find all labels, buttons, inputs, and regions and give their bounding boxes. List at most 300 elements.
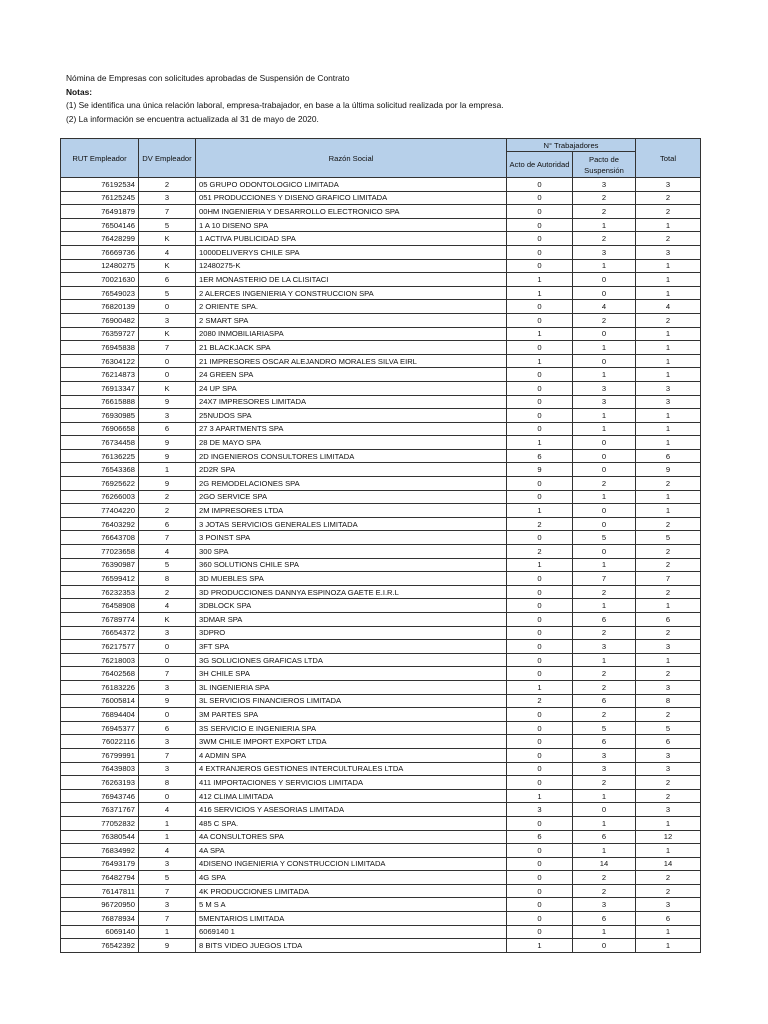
razon-social-cell: 2M IMPRESORES LTDA xyxy=(196,504,507,518)
total-cell: 5 xyxy=(636,531,701,545)
table-row xyxy=(61,748,701,762)
dv-cell: 4 xyxy=(139,545,196,559)
rut-cell: 76359727 xyxy=(61,327,139,341)
table-body xyxy=(61,178,701,953)
table-row xyxy=(61,436,701,450)
pacto-suspension-cell: 1 xyxy=(573,558,636,572)
rut-cell: 6069140 xyxy=(61,925,139,939)
document-title: Nómina de Empresas con solicitudes aprobadas de Suspensión de Contrato xyxy=(66,73,350,83)
total-cell: 2 xyxy=(636,871,701,885)
table-row xyxy=(61,667,701,681)
pacto-suspension-cell: 0 xyxy=(573,463,636,477)
total-cell: 2 xyxy=(636,477,701,491)
header-total: Total xyxy=(636,139,701,178)
table-row xyxy=(61,789,701,803)
acto-autoridad-cell: 0 xyxy=(507,300,573,314)
rut-cell: 76266003 xyxy=(61,490,139,504)
acto-autoridad-cell: 0 xyxy=(507,735,573,749)
pacto-suspension-cell: 0 xyxy=(573,504,636,518)
acto-autoridad-cell: 1 xyxy=(507,680,573,694)
rut-cell: 76943746 xyxy=(61,789,139,803)
total-cell: 1 xyxy=(636,504,701,518)
rut-cell: 76022116 xyxy=(61,735,139,749)
dv-cell: 9 xyxy=(139,436,196,450)
table-row xyxy=(61,178,701,192)
dv-cell: 7 xyxy=(139,205,196,219)
pacto-suspension-cell: 3 xyxy=(573,178,636,192)
razon-social-cell: 4G SPA xyxy=(196,871,507,885)
rut-cell: 76214873 xyxy=(61,368,139,382)
razon-social-cell: 1000DELIVERYS CHILE SPA xyxy=(196,245,507,259)
pacto-suspension-cell: 1 xyxy=(573,490,636,504)
total-cell: 1 xyxy=(636,436,701,450)
pacto-suspension-cell: 3 xyxy=(573,245,636,259)
total-cell: 2 xyxy=(636,558,701,572)
acto-autoridad-cell: 0 xyxy=(507,422,573,436)
dv-cell: 7 xyxy=(139,748,196,762)
razon-social-cell: 24 GREEN SPA xyxy=(196,368,507,382)
table-row xyxy=(61,939,701,953)
dv-cell: 6 xyxy=(139,721,196,735)
pacto-suspension-cell: 2 xyxy=(573,191,636,205)
razon-social-cell: 051 PRODUCCIONES Y DISENO GRAFICO LIMITADA xyxy=(196,191,507,205)
table-row xyxy=(61,857,701,871)
header-dv: DV Empleador xyxy=(139,139,196,178)
table-row xyxy=(61,191,701,205)
rut-cell: 76005814 xyxy=(61,694,139,708)
dv-cell: K xyxy=(139,613,196,627)
total-cell: 9 xyxy=(636,463,701,477)
razon-social-cell: 24X7 IMPRESORES LIMITADA xyxy=(196,395,507,409)
rut-cell: 76834992 xyxy=(61,844,139,858)
razon-social-cell: 4 EXTRANJEROS GESTIONES INTERCULTURALES LTDA xyxy=(196,762,507,776)
acto-autoridad-cell: 0 xyxy=(507,857,573,871)
pacto-suspension-cell: 0 xyxy=(573,803,636,817)
rut-cell: 76734458 xyxy=(61,436,139,450)
pacto-suspension-cell: 3 xyxy=(573,395,636,409)
dv-cell: 7 xyxy=(139,531,196,545)
rut-cell: 76371767 xyxy=(61,803,139,817)
razon-social-cell: 24 UP SPA xyxy=(196,381,507,395)
razon-social-cell: 27 3 APARTMENTS SPA xyxy=(196,422,507,436)
razon-social-cell: 3 POINST SPA xyxy=(196,531,507,545)
table-row xyxy=(61,286,701,300)
rut-cell: 12480275 xyxy=(61,259,139,273)
pacto-suspension-cell: 2 xyxy=(573,626,636,640)
dv-cell: 9 xyxy=(139,694,196,708)
rut-cell: 76136225 xyxy=(61,449,139,463)
total-cell: 6 xyxy=(636,912,701,926)
note-2: (2) La información se encuentra actualizada al 31 de mayo de 2020. xyxy=(66,113,319,124)
razon-social-cell: 05 GRUPO ODONTOLOGICO LIMITADA xyxy=(196,178,507,192)
razon-social-cell: 1 ACTIVA PUBLICIDAD SPA xyxy=(196,232,507,246)
dv-cell: 9 xyxy=(139,395,196,409)
razon-social-cell: 25NUDOS SPA xyxy=(196,409,507,423)
table-row xyxy=(61,803,701,817)
acto-autoridad-cell: 1 xyxy=(507,327,573,341)
pacto-suspension-cell: 0 xyxy=(573,436,636,450)
rut-cell: 76799991 xyxy=(61,748,139,762)
table-row xyxy=(61,925,701,939)
pacto-suspension-cell: 0 xyxy=(573,273,636,287)
razon-social-cell: 5 M S A xyxy=(196,898,507,912)
header-razon-social: Razón Social xyxy=(196,139,507,178)
pacto-suspension-cell: 1 xyxy=(573,599,636,613)
dv-cell: 7 xyxy=(139,912,196,926)
rut-cell: 77052832 xyxy=(61,816,139,830)
total-cell: 1 xyxy=(636,939,701,953)
table-row xyxy=(61,762,701,776)
pacto-suspension-cell: 5 xyxy=(573,531,636,545)
razon-social-cell: 3D MUEBLES SPA xyxy=(196,572,507,586)
dv-cell: 7 xyxy=(139,667,196,681)
table-row xyxy=(61,300,701,314)
dv-cell: 1 xyxy=(139,925,196,939)
rut-cell: 77023658 xyxy=(61,545,139,559)
acto-autoridad-cell: 0 xyxy=(507,585,573,599)
acto-autoridad-cell: 0 xyxy=(507,341,573,355)
acto-autoridad-cell: 0 xyxy=(507,477,573,491)
acto-autoridad-cell: 0 xyxy=(507,925,573,939)
razon-social-cell: 28 DE MAYO SPA xyxy=(196,436,507,450)
dv-cell: 0 xyxy=(139,640,196,654)
total-cell: 1 xyxy=(636,218,701,232)
pacto-suspension-cell: 1 xyxy=(573,653,636,667)
pacto-suspension-cell: 6 xyxy=(573,613,636,627)
header-rut: RUT Empleador xyxy=(61,139,139,178)
dv-cell: 9 xyxy=(139,477,196,491)
razon-social-cell: 3FT SPA xyxy=(196,640,507,654)
pacto-suspension-cell: 6 xyxy=(573,735,636,749)
table-row xyxy=(61,490,701,504)
total-cell: 1 xyxy=(636,368,701,382)
total-cell: 1 xyxy=(636,422,701,436)
total-cell: 1 xyxy=(636,844,701,858)
razon-social-cell: 3M PARTES SPA xyxy=(196,708,507,722)
total-cell: 2 xyxy=(636,517,701,531)
total-cell: 2 xyxy=(636,205,701,219)
dv-cell: K xyxy=(139,327,196,341)
acto-autoridad-cell: 0 xyxy=(507,599,573,613)
total-cell: 5 xyxy=(636,721,701,735)
razon-social-cell: 412 CLIMA LIMITADA xyxy=(196,789,507,803)
total-cell: 1 xyxy=(636,327,701,341)
dv-cell: 9 xyxy=(139,449,196,463)
rut-cell: 76380544 xyxy=(61,830,139,844)
table-row xyxy=(61,694,701,708)
total-cell: 12 xyxy=(636,830,701,844)
pacto-suspension-cell: 2 xyxy=(573,585,636,599)
total-cell: 4 xyxy=(636,300,701,314)
acto-autoridad-cell: 2 xyxy=(507,545,573,559)
acto-autoridad-cell: 3 xyxy=(507,803,573,817)
razon-social-cell: 3L SERVICIOS FINANCIEROS LIMITADA xyxy=(196,694,507,708)
rut-cell: 76390987 xyxy=(61,558,139,572)
dv-cell: 0 xyxy=(139,368,196,382)
acto-autoridad-cell: 0 xyxy=(507,884,573,898)
acto-autoridad-cell: 0 xyxy=(507,844,573,858)
acto-autoridad-cell: 0 xyxy=(507,626,573,640)
table-row xyxy=(61,381,701,395)
dv-cell: K xyxy=(139,232,196,246)
dv-cell: 1 xyxy=(139,830,196,844)
dv-cell: 7 xyxy=(139,884,196,898)
header-trabajadores: N° Trabajadores xyxy=(507,139,636,152)
acto-autoridad-cell: 0 xyxy=(507,898,573,912)
rut-cell: 76217577 xyxy=(61,640,139,654)
razon-social-cell: 3D PRODUCCIONES DANNYA ESPINOZA GAETE E.I.R.L xyxy=(196,585,507,599)
pacto-suspension-cell: 2 xyxy=(573,667,636,681)
rut-cell: 76549023 xyxy=(61,286,139,300)
razon-social-cell: 21 IMPRESORES OSCAR ALEJANDRO MORALES SILVA EIRL xyxy=(196,354,507,368)
acto-autoridad-cell: 6 xyxy=(507,830,573,844)
total-cell: 1 xyxy=(636,259,701,273)
acto-autoridad-cell: 0 xyxy=(507,531,573,545)
rut-cell: 76820139 xyxy=(61,300,139,314)
razon-social-cell: 6069140 1 xyxy=(196,925,507,939)
rut-cell: 76894404 xyxy=(61,708,139,722)
total-cell: 3 xyxy=(636,748,701,762)
acto-autoridad-cell: 0 xyxy=(507,871,573,885)
acto-autoridad-cell: 0 xyxy=(507,313,573,327)
pacto-suspension-cell: 5 xyxy=(573,721,636,735)
total-cell: 2 xyxy=(636,789,701,803)
razon-social-cell: 2 ORIENTE SPA. xyxy=(196,300,507,314)
razon-social-cell: 2D INGENIEROS CONSULTORES LIMITADA xyxy=(196,449,507,463)
razon-social-cell: 4 ADMIN SPA xyxy=(196,748,507,762)
pacto-suspension-cell: 1 xyxy=(573,368,636,382)
notes-block xyxy=(66,72,504,126)
pacto-suspension-cell: 1 xyxy=(573,409,636,423)
pacto-suspension-cell: 6 xyxy=(573,830,636,844)
razon-social-cell: 4K PRODUCCIONES LIMITADA xyxy=(196,884,507,898)
total-cell: 2 xyxy=(636,667,701,681)
acto-autoridad-cell: 9 xyxy=(507,463,573,477)
razon-social-cell: 12480275-K xyxy=(196,259,507,273)
rut-cell: 76428299 xyxy=(61,232,139,246)
total-cell: 3 xyxy=(636,898,701,912)
rut-cell: 96720950 xyxy=(61,898,139,912)
dv-cell: 3 xyxy=(139,626,196,640)
companies-table xyxy=(60,138,701,953)
pacto-suspension-cell: 4 xyxy=(573,300,636,314)
acto-autoridad-cell: 0 xyxy=(507,640,573,654)
dv-cell: K xyxy=(139,381,196,395)
total-cell: 7 xyxy=(636,572,701,586)
rut-cell: 76147811 xyxy=(61,884,139,898)
table-row xyxy=(61,613,701,627)
table-row xyxy=(61,871,701,885)
total-cell: 2 xyxy=(636,313,701,327)
pacto-suspension-cell: 2 xyxy=(573,232,636,246)
header-pacto-suspension: Pacto de Suspensión xyxy=(573,152,636,178)
table-row xyxy=(61,395,701,409)
rut-cell: 76482794 xyxy=(61,871,139,885)
razon-social-cell: 4A SPA xyxy=(196,844,507,858)
razon-social-cell: 485 C SPA. xyxy=(196,816,507,830)
dv-cell: 0 xyxy=(139,354,196,368)
dv-cell: 3 xyxy=(139,313,196,327)
dv-cell: 0 xyxy=(139,300,196,314)
acto-autoridad-cell: 1 xyxy=(507,789,573,803)
total-cell: 6 xyxy=(636,449,701,463)
acto-autoridad-cell: 1 xyxy=(507,939,573,953)
total-cell: 1 xyxy=(636,925,701,939)
table-row xyxy=(61,898,701,912)
pacto-suspension-cell: 2 xyxy=(573,313,636,327)
razon-social-cell: 2D2R SPA xyxy=(196,463,507,477)
total-cell: 3 xyxy=(636,178,701,192)
total-cell: 1 xyxy=(636,490,701,504)
pacto-suspension-cell: 0 xyxy=(573,354,636,368)
acto-autoridad-cell: 0 xyxy=(507,667,573,681)
razon-social-cell: 00HM INGENIERIA Y DESARROLLO ELECTRONICO SPA xyxy=(196,205,507,219)
dv-cell: 5 xyxy=(139,286,196,300)
razon-social-cell: 5MENTARIOS LIMITADA xyxy=(196,912,507,926)
table-row xyxy=(61,245,701,259)
pacto-suspension-cell: 3 xyxy=(573,381,636,395)
pacto-suspension-cell: 2 xyxy=(573,776,636,790)
pacto-suspension-cell: 1 xyxy=(573,925,636,939)
table-row xyxy=(61,640,701,654)
acto-autoridad-cell: 0 xyxy=(507,259,573,273)
rut-cell: 76491879 xyxy=(61,205,139,219)
total-cell: 2 xyxy=(636,708,701,722)
pacto-suspension-cell: 1 xyxy=(573,341,636,355)
razon-social-cell: 2 ALERCES INGENIERIA Y CONSTRUCCION SPA xyxy=(196,286,507,300)
table-row xyxy=(61,599,701,613)
razon-social-cell: 3L INGENIERIA SPA xyxy=(196,680,507,694)
pacto-suspension-cell: 2 xyxy=(573,884,636,898)
dv-cell: 4 xyxy=(139,803,196,817)
pacto-suspension-cell: 1 xyxy=(573,844,636,858)
pacto-suspension-cell: 2 xyxy=(573,708,636,722)
acto-autoridad-cell: 0 xyxy=(507,368,573,382)
table-row xyxy=(61,368,701,382)
rut-cell: 70021630 xyxy=(61,273,139,287)
rut-cell: 77404220 xyxy=(61,504,139,518)
rut-cell: 76125245 xyxy=(61,191,139,205)
rut-cell: 76643708 xyxy=(61,531,139,545)
rut-cell: 76789774 xyxy=(61,613,139,627)
dv-cell: 9 xyxy=(139,939,196,953)
razon-social-cell: 411 IMPORTACIONES Y SERVICIOS LIMITADA xyxy=(196,776,507,790)
total-cell: 1 xyxy=(636,653,701,667)
acto-autoridad-cell: 0 xyxy=(507,776,573,790)
table-row xyxy=(61,776,701,790)
table-row xyxy=(61,816,701,830)
table-row xyxy=(61,626,701,640)
rut-cell: 76192534 xyxy=(61,178,139,192)
pacto-suspension-cell: 2 xyxy=(573,871,636,885)
razon-social-cell: 4A CONSULTORES SPA xyxy=(196,830,507,844)
acto-autoridad-cell: 2 xyxy=(507,517,573,531)
total-cell: 3 xyxy=(636,803,701,817)
total-cell: 1 xyxy=(636,599,701,613)
pacto-suspension-cell: 2 xyxy=(573,477,636,491)
pacto-suspension-cell: 0 xyxy=(573,939,636,953)
acto-autoridad-cell: 1 xyxy=(507,273,573,287)
table-row xyxy=(61,422,701,436)
total-cell: 3 xyxy=(636,762,701,776)
rut-cell: 76599412 xyxy=(61,572,139,586)
rut-cell: 76403292 xyxy=(61,517,139,531)
pacto-suspension-cell: 0 xyxy=(573,517,636,531)
dv-cell: 8 xyxy=(139,776,196,790)
acto-autoridad-cell: 0 xyxy=(507,762,573,776)
table-row xyxy=(61,354,701,368)
table-row xyxy=(61,680,701,694)
total-cell: 2 xyxy=(636,232,701,246)
rut-cell: 76263193 xyxy=(61,776,139,790)
acto-autoridad-cell: 0 xyxy=(507,409,573,423)
acto-autoridad-cell: 0 xyxy=(507,218,573,232)
table-row xyxy=(61,273,701,287)
dv-cell: 3 xyxy=(139,735,196,749)
pacto-suspension-cell: 3 xyxy=(573,640,636,654)
acto-autoridad-cell: 0 xyxy=(507,721,573,735)
pacto-suspension-cell: 1 xyxy=(573,816,636,830)
pacto-suspension-cell: 6 xyxy=(573,694,636,708)
dv-cell: 0 xyxy=(139,653,196,667)
razon-social-cell: 360 SOLUTIONS CHILE SPA xyxy=(196,558,507,572)
rut-cell: 76493179 xyxy=(61,857,139,871)
dv-cell: 5 xyxy=(139,871,196,885)
dv-cell: 4 xyxy=(139,844,196,858)
total-cell: 2 xyxy=(636,776,701,790)
total-cell: 1 xyxy=(636,273,701,287)
total-cell: 2 xyxy=(636,626,701,640)
rut-cell: 76543368 xyxy=(61,463,139,477)
table-row xyxy=(61,721,701,735)
rut-cell: 76669736 xyxy=(61,245,139,259)
table-row xyxy=(61,517,701,531)
pacto-suspension-cell: 2 xyxy=(573,680,636,694)
rut-cell: 76504146 xyxy=(61,218,139,232)
razon-social-cell: 1 A 10 DISENO SPA xyxy=(196,218,507,232)
acto-autoridad-cell: 1 xyxy=(507,286,573,300)
dv-cell: 1 xyxy=(139,463,196,477)
total-cell: 1 xyxy=(636,286,701,300)
rut-cell: 76900482 xyxy=(61,313,139,327)
total-cell: 2 xyxy=(636,191,701,205)
pacto-suspension-cell: 0 xyxy=(573,545,636,559)
dv-cell: 3 xyxy=(139,409,196,423)
rut-cell: 76304122 xyxy=(61,354,139,368)
table-row xyxy=(61,409,701,423)
table-row xyxy=(61,504,701,518)
rut-cell: 76439803 xyxy=(61,762,139,776)
acto-autoridad-cell: 0 xyxy=(507,205,573,219)
table-row xyxy=(61,585,701,599)
table-row xyxy=(61,327,701,341)
razon-social-cell: 3H CHILE SPA xyxy=(196,667,507,681)
acto-autoridad-cell: 0 xyxy=(507,490,573,504)
pacto-suspension-cell: 3 xyxy=(573,762,636,776)
razon-social-cell: 3DPRO xyxy=(196,626,507,640)
table-row xyxy=(61,844,701,858)
total-cell: 14 xyxy=(636,857,701,871)
table-row xyxy=(61,653,701,667)
total-cell: 3 xyxy=(636,381,701,395)
table-row xyxy=(61,884,701,898)
table-row xyxy=(61,558,701,572)
rut-cell: 76925622 xyxy=(61,477,139,491)
total-cell: 6 xyxy=(636,613,701,627)
dv-cell: 2 xyxy=(139,490,196,504)
acto-autoridad-cell: 0 xyxy=(507,178,573,192)
razon-social-cell: 416 SERVICIOS Y ASESORIAS LIMITADA xyxy=(196,803,507,817)
